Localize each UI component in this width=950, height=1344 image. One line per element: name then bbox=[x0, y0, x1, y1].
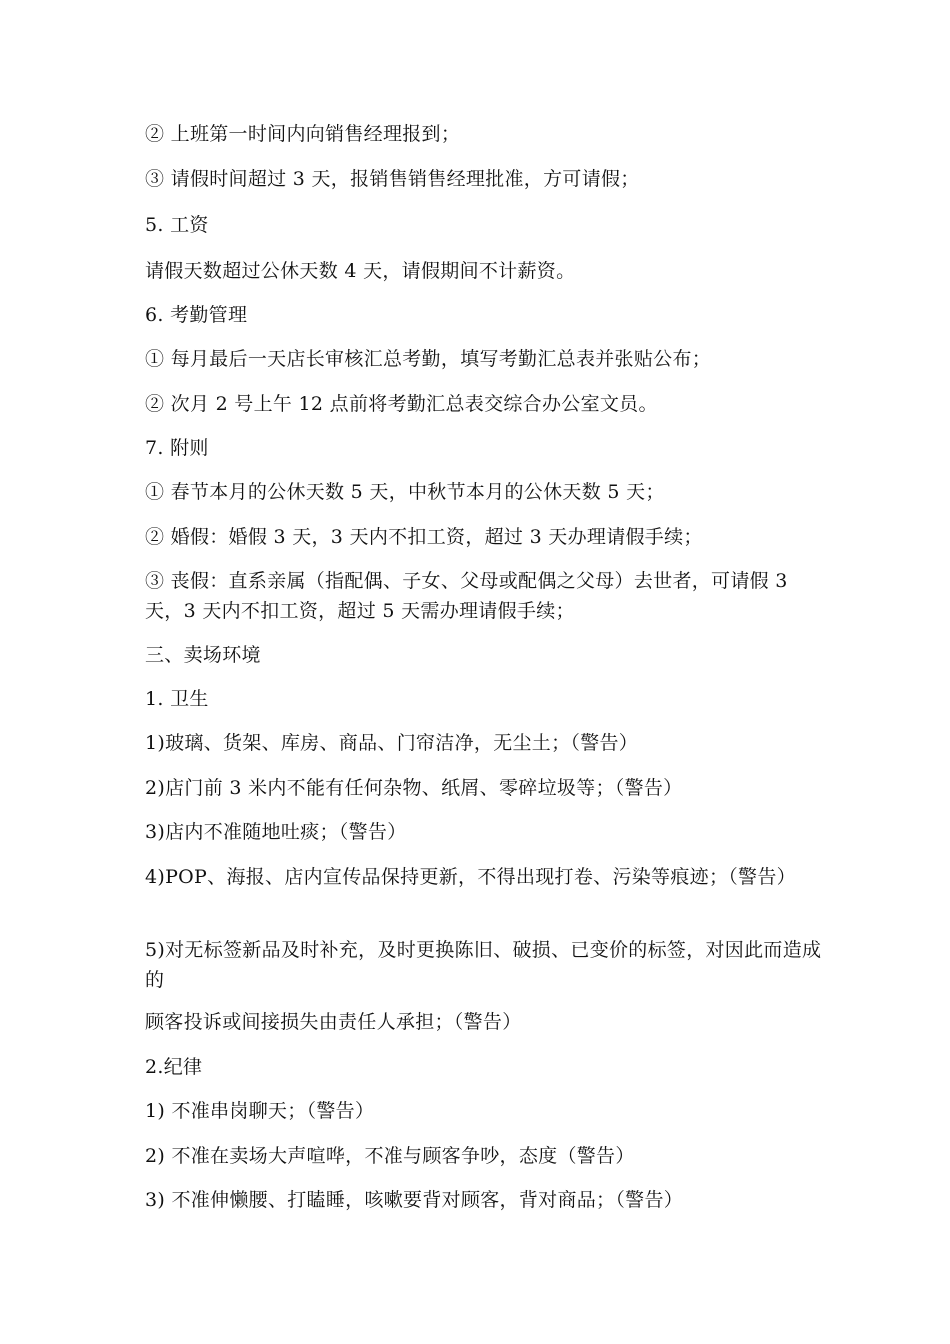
section-heading-hygiene: 1. 卫生 bbox=[145, 688, 209, 710]
section-heading-attendance: 6. 考勤管理 bbox=[145, 304, 248, 326]
paragraph-hygiene-2: 2)店门前 3 米内不能有任何杂物、纸屑、零碎垃圾等；（警告） bbox=[145, 777, 683, 799]
paragraph-discipline-2: 2) 不准在卖场大声喧哗，不准与顾客争吵，态度（警告） bbox=[145, 1145, 635, 1167]
paragraph-hygiene-4: 4)POP、海报、店内宣传品保持更新，不得出现打卷、污染等痕迹；（警告） bbox=[145, 866, 796, 888]
paragraph-hygiene-3: 3)店内不准随地吐痰；（警告） bbox=[145, 821, 407, 843]
paragraph-marriage-leave: ② 婚假：婚假 3 天，3 天内不扣工资，超过 3 天办理请假手续； bbox=[145, 526, 703, 548]
section-heading-store-environment: 三、卖场环境 bbox=[145, 644, 261, 666]
paragraph-attendance-monthly: ① 每月最后一天店长审核汇总考勤，填写考勤汇总表并张贴公布； bbox=[145, 348, 712, 370]
paragraph-attendance-submit: ② 次月 2 号上午 12 点前将考勤汇总表交综合办公室文员。 bbox=[145, 393, 658, 415]
paragraph-report-to-manager: ② 上班第一时间内向销售经理报到； bbox=[145, 123, 461, 145]
paragraph-hygiene-1: 1)玻璃、货架、库房、商品、门帘洁净，无尘土；（警告） bbox=[145, 732, 639, 754]
section-heading-discipline: 2.纪律 bbox=[145, 1056, 203, 1078]
section-heading-appendix: 7. 附则 bbox=[145, 437, 209, 459]
paragraph-discipline-3: 3) 不准伸懒腰、打瞌睡，咳嗽要背对顾客，背对商品；（警告） bbox=[145, 1189, 684, 1211]
section-heading-salary: 5. 工资 bbox=[145, 214, 209, 236]
paragraph-hygiene-5: 5)对无标签新品及时补充，及时更换陈旧、破损、已变价的标签，对因此而造成的 bbox=[145, 939, 822, 991]
paragraph-salary-rule: 请假天数超过公休天数 4 天，请假期间不计薪资。 bbox=[145, 260, 576, 282]
paragraph-discipline-1: 1) 不准串岗聊天；（警告） bbox=[145, 1100, 375, 1122]
paragraph-funeral-leave: ③ 丧假：直系亲属（指配偶、子女、父母或配偶之父母）去世者，可请假 3 天，3 天内不扣工资，超过 5 天需办理请假手续； bbox=[145, 570, 788, 622]
paragraph-hygiene-5-continued: 顾客投诉或间接损失由责任人承担；（警告） bbox=[145, 1011, 522, 1033]
paragraph-holiday-rest-days: ① 春节本月的公休天数 5 天，中秋节本月的公休天数 5 天； bbox=[145, 481, 665, 503]
paragraph-leave-over-3-days: ③ 请假时间超过 3 天，报销售销售经理批准，方可请假； bbox=[145, 168, 640, 190]
